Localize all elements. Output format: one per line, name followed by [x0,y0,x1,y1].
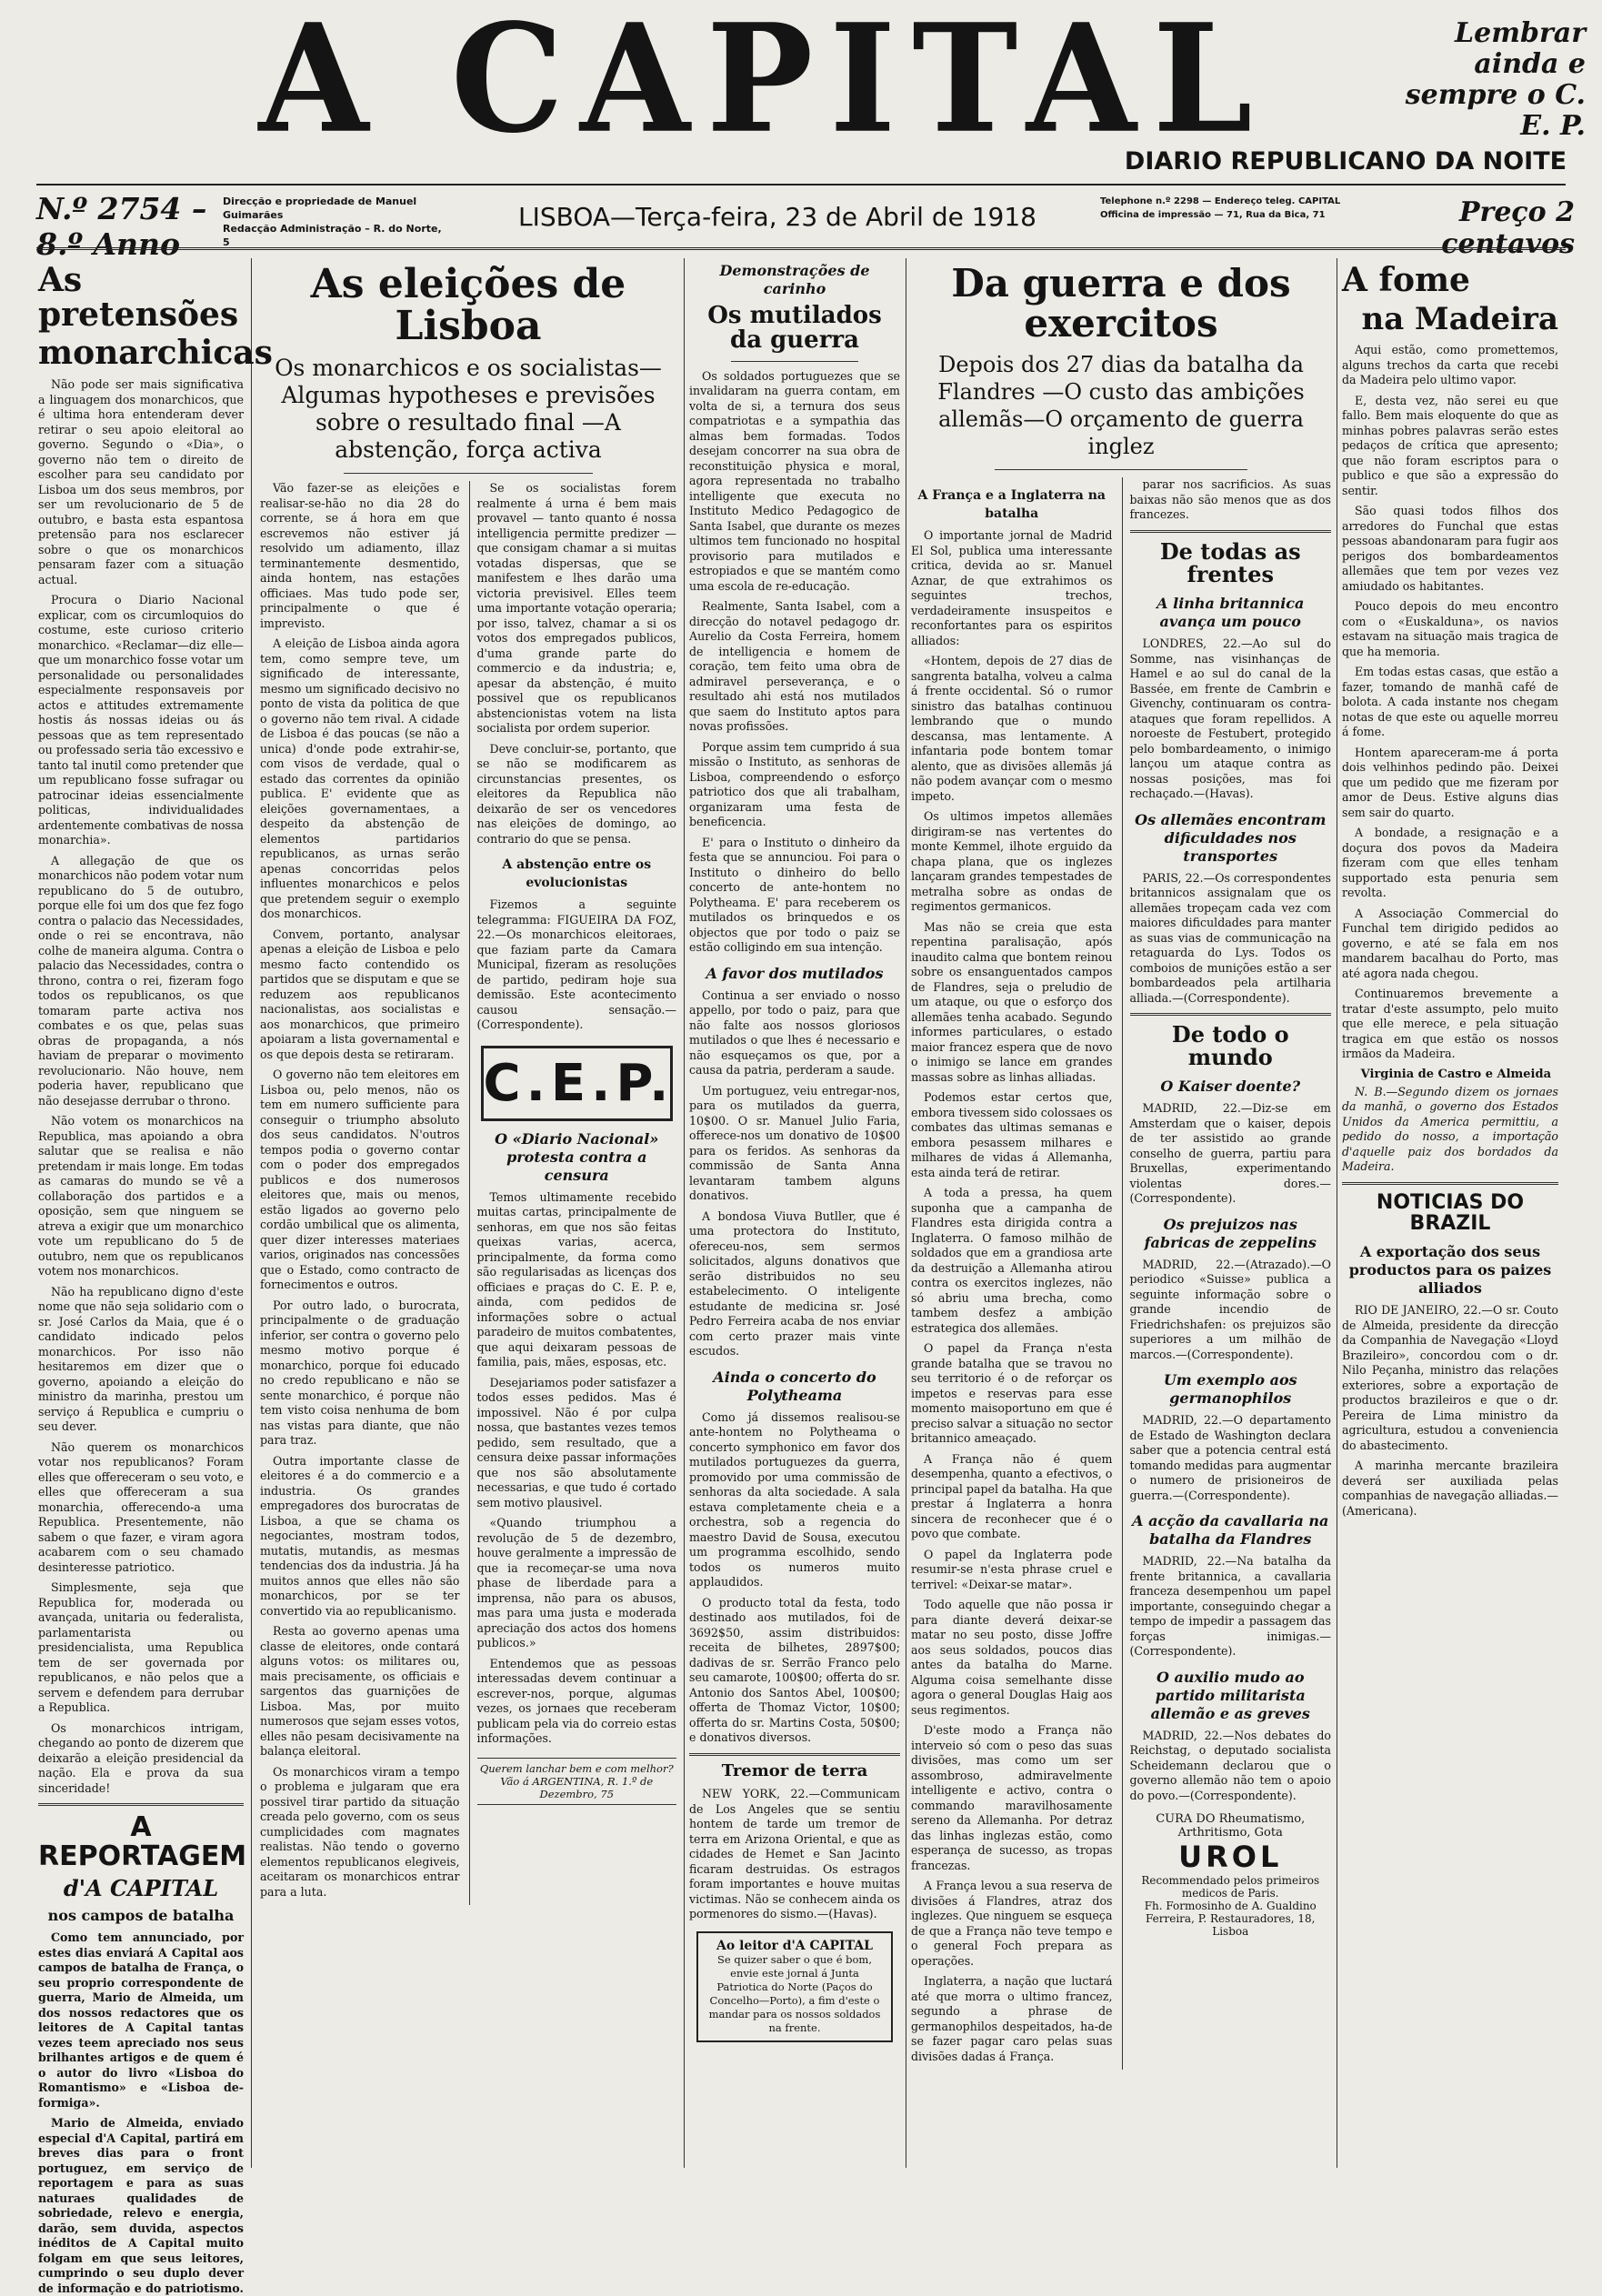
paragraph: MADRID, 22.—Diz-se em Amsterdam que o kaiser, depois de ter assistido ao grande conselho de guerra, partiu para Bruxellas, experimentando violentas dores.—(Correspondente). [1129,1101,1331,1206]
article-title: Os mutilados da guerra [707,302,882,355]
paragraph: Inglaterra, a nação que luctará até que morra o ultimo francez, segundo a phrase de germanophilos despeitados, ha-de se fazer pagar caro pelas suas divisões dadas á França. [911,1974,1113,2063]
direction-line: Direcção e propriedade de Manuel Guimarães [223,196,417,221]
paragraph: Realmente, Santa Isabel, com a direcção do notavel pedagogo dr. Aurelio da Costa Ferreira, homem de intelligencia e homem de coração, tem feito uma obra de admiravel perseverança, e o resultado ahi está nos mutilados que saem do Instituto aptos para novas profissões. [689,599,900,734]
leitor-notice [696,1931,893,2042]
paragraph: O importante jornal de Madrid El Sol, publica uma interessante critica, devida ao sr. Manuel Aznar, de que extrahimos os seguintes trechos, verdadeiramente insuspeitos e reconfortantes para os espiritos alliados: [911,528,1113,647]
paragraph: MADRID, 22.—O departamento de Estado de Washington declara saber que a potencia central está tomando medidas para augmentar o numero de prisioneiros de guerra.—(Correspondente). [1129,1413,1331,1502]
section-rule [1342,1182,1558,1185]
paragraph: Um portuguez, veiu entregar-nos, para os mutilados da guerra, 10$00. O sr. Manuel Julio Faria, offerece-nos um donativo de 10$00 para os feridos. As senhoras da commissão de Santa Anna levantaram tambem alguns donativos. [689,1083,900,1203]
printing-office-line: Officina de impressão — 71, Rua da Bica, 71 [1100,210,1326,220]
section-rule [689,1753,900,1756]
paragraph: PARIS, 22.—Os correspondentes britannicos assignalam que os allemães tropeçam cada vez com maiores dificuldades para manter as suas vias de communicação na retaguarda do Lys. Todos os comboios de munições estão a ser bombardeados pela artilharia alliada.—(Correspondente). [1129,870,1331,1005]
paragraph: Os soldados portuguezes que se invalidaram na guerra contam, em volta de si, a ternura dos seus compatriotas e a sympathia das almas bem formadas. Todos desejam concorrer na sua obra de reconstituição physica e moral, agora representada no trabalho intelligente que executa no Instituto Medico Pedagogico de Santa Isabel, que durante os mezes ultimos tem funcionado no hospital provisorio para mutilados e estropiados e que se mantém como uma escola de re-educação. [689,368,900,593]
article-title-cont: monarchicas [38,333,273,372]
paragraph: O papel da França n'esta grande batalha que se travou no seu territorio é o de reforçar os impetos e reservas para esse momento maisoportuno em que é preciso salvar a situação no sector britannico ameaçado. [911,1341,1113,1446]
paragraph: NEW YORK, 22.—Communicam de Los Angeles que se sentiu hontem de tarde um tremor de terra em Arizona Oriental, e que as cidades de Hemet e San Jacinto ficaram destruidas. Os estragos foram importantes e houve muitas victimas. Não se conhecem ainda os pormenores do sismo.—(Havas). [689,1787,900,1921]
section-heading: A acção da cavallaria na batalha da Flandres [1132,1512,1329,1549]
paragraph: Se os socialistas forem realmente á urna é bem mais provavel — tanto quanto é nossa intelligencia permitte predizer — que consigam chamar a si muitas votadas dispersas, que se manifestem e lhes darão uma victoria previsivel. Elles teem uma importante votação operaria; por isso, talvez, chamar a si os votos dos empregados publicos, d'uma grande parte do commercio e da industria; e, apesar da abstenção, é muito possivel que os republicanos abstencionistas votem na lista socialista por ordem superior. [476,481,676,736]
advert-brand: UROL [1178,1840,1283,1875]
paragraph: N. B.—Segundo dizem os jornaes da manhã, o governo dos Estados Unidos da America permittiu, a pedido do nosso, a importação d'aquelle paiz dos bordados da Madeira. [1342,1084,1558,1174]
column-guerra [911,258,1331,2173]
section-heading: Ainda o concerto do Polytheama [713,1368,876,1404]
section-heading: O Kaiser doente? [1160,1078,1301,1096]
paragraph: Entendemos que as pessoas interessadas devem continuar a escrever-nos, porque, algumas vezes, os jornaes que receberam publicam pela via do correio estas informações. [476,1656,676,1746]
paragraph: A bondosa Viuva Butller, que é uma protectora do Instituto, ofereceu-nos, sem sermos solicitados, alguns donativos que serão distribuidos no seu estabelecimento. O inteligente estudante de medicina sr. José Pedro Ferreira acaba de nos enviar com certo prazer mais vinte escudos. [689,1208,900,1359]
telephone-line: Telephone n.º 2298 — Endereço teleg. CAPITAL [1100,196,1341,206]
paragraph: Vão fazer-se as eleições e realisar-se-hão no dia 28 do corrente, se á hora em que escrevemos não estiver já resolvido um adiamento, illaz terminantemente desmentido, ainda hontem, nas estações officiaes. Mas tudo pode ser, principalmente o que é imprevisto. [260,481,460,630]
paragraph: «Hontem, depois de 27 dias de sangrenta batalha, volveu a calma á frente occidental. Só o rumor sinistro das batalhas continuou lembrando que o mundo descansa, mas lentamente. A infantaria pode bontem tomar alento, que as divisões allemãs já não podem avançar com o mesmo impeto. [911,654,1113,803]
advert-line: Recommendado pelos primeiros medicos de Paris. [1141,1874,1320,1900]
author-signature: Virginia de Castro e Almeida [1360,1067,1551,1081]
paragraph: Em todas estas casas, que estão a fazer, tomando de manhã café de bolota. A cada instante nos chegam notas de que este ou aquelle morreu á fome. [1342,665,1558,739]
two-column-body [260,481,676,1905]
section-title: A REPORTAGEM [38,1811,247,1872]
paragraph: O governo não tem eleitores em Lisboa ou, pelo menos, não os tem em numero sufficiente para conseguir o triumpho absoluto dos seus candidatos. N'outros tempos podia o governo contar com o poder dos empregados publicos e dos numerosos eleitores que, mais ou menos, estão ligados ao governo pelo cordão umbilical que os alimenta, quer dizer interesses materiaes varios, originados nas concessões que o Estado, como contracto de fornecimentos e outros. [260,1068,460,1292]
column-madeira [1342,258,1558,2173]
section-heading: Tremor de terra [721,1760,868,1780]
paragraph: Por outro lado, o burocrata, principalmente o de graduação inferior, ser contra o governo pelo mesmo motivo porque é monarchico, porque foi educado no credo republicano e não se sente monarchico, é porque não tem visto coisa nenhuma de bom nas vistas para diante, que não para traz. [260,1298,460,1448]
paragraph: A eleição de Lisboa ainda agora tem, como sempre teve, um significado de interessante, mesmo um significado decisivo no ponto de vista da politica de que o governo não tem rival. A cidade de Lisboa é das poucas (se não a unica) d'onde pode extrahir-se, com visos de verdade, qual o estado das correntes da opinião publica. E' evidente que as eleições governamentaes, a despeito da abstenção de elementos partidarios republicanos, as urnas serão apenas concorridas pelos influentes monarchicos e pelos que pretendem seguir o exemplo dos monarchicos. [260,637,460,921]
section-subtitle: d'A CAPITAL [63,1875,219,1902]
paragraph: A allegação de que os monarchicos não podem votar num republicano do 5 de outubro, porque elle foi um dos que fez fogo contra o palacio das Necessidades, onde o rei se encontrava, não colhe de maneira alguma. Contra o palacio das Necessidades, contra o throno, contra o rei, fizeram fogo todos os republicanos, os que tomaram parte activa nos combates e os que, pelas suas obras de propaganda, a nós haviam de preparar o movimento revolucionario. Não houve, nem poderia haver, republicano que não desejasse derrubar o throno. [38,853,244,1108]
cep-banner: C.E.P. [481,1046,674,1121]
section-subtitle: A exportação dos seus productos para os paizes alliados [1348,1243,1552,1298]
section-heading: O auxilio mudo ao partido militarista allemão e as greves [1150,1668,1310,1722]
paragraph: D'este modo a França não interveio só com o peso das suas divisões, mas como um ser assombroso, admiravelmente intelligente e activo, contra o commando maravilhosamente sereno da Allemanha. Por detraz das linhas inglezas estão, como esperança de sucesso, as tropas francezas. [911,1723,1113,1872]
paragraph: Todo aquelle que não possa ir para diante deverá deixar-se matar no seu posto, disse Joffre aos seus soldados, poucos dias antes da batalha do Marne. Alguma coisa semelhante disse agora o general Douglas Haig aos seus regimentos. [911,1598,1113,1717]
paragraph: Não votem os monarchicos na Republica, mas apoiando a obra salutar que se realisa e não pretendam ir mais longe. Em todas as camaras do mundo se vê a collaboração dos partidos e a oposição, sem que ninguem se atreva a exigir que um monarchico vote um republicano do 5 de outubro, nem que os republicanos votem nos monarchicos. [38,1114,244,1278]
paragraph: Convem, portanto, analysar apenas a eleição de Lisboa e pelo mesmo facto contendido os partidos que se disputam e que se reduzem aos republicanos nacionalistas, aos socialistas e aos monarchicos, que primeiro apoiaram a lista governamental e os que depois desta se retiraram. [260,927,460,1061]
paragraph: São quasi todos filhos dos arredores do Funchal que estas pessoas abandonaram para fugir aos perigos dos bombardeamentos allemães que tem por vezes vez amiudado os habitantes. [1342,504,1558,593]
column-eleicoes [260,258,676,2173]
argentina-advert: Querem lanchar bem e com melhor? Vão á ARGENTINA, R. 1.º de Dezembro, 75 [477,1758,677,1805]
contact-info [1100,195,1427,222]
column-monarchicas [38,258,273,2295]
section-heading: Os prejuizos nas fabricas de zeppelins [1144,1215,1317,1251]
paragraph: E' para o Instituto o dinheiro da festa que se annunciou. Foi para o Instituto o dinheiro do bello concerto de ante-hontem no Polytheama. E' para receberem os mutilados os brinquedos e os objectos que por todo o paiz se estão colligindo em sua intenção. [689,835,900,955]
newspaper-title: A CAPITAL [258,0,1269,166]
paragraph: Aqui estão, como promettemos, alguns trechos da carta que recebi da Madeira pelo ultimo vapor. [1342,343,1558,387]
paragraph: Podemos estar certos que, embora tivessem sido colossaes os combates das ultimas semanas e embora pesassem milhares e milhares de vidas á Allemanha, esta ainda terá de retirar. [911,1090,1113,1179]
paragraph: Resta ao governo apenas uma classe de eleitores, onde contará alguns votos: os militares ou, mais precisamente, os officiais e sargentos das guarnições de Lisboa. Mas, por muito numerosos que sejam esses votos, elles não pesam decisivamente na balança eleitoral. [260,1624,460,1759]
masthead [0,0,1602,273]
paragraph: Pouco depois do meu encontro com o «Euskalduna», os navios estavam na situação mais tragica de que ha memoria. [1342,599,1558,658]
paragraph: A França não é quem desempenha, quanto a efectivos, o principal papel da batalha. Ha que prestar á Inglaterra a honra sincera de reconhecer que é o povo que combate. [911,1451,1113,1541]
paragraph: Outra importante classe de eleitores é a do commercio e a industria. Os grandes empregadores dos burocratas de Lisboa, a que se chama os negociantes, mostram todos, mutatis, mutandis, as mesmas tendencias dos da industria. Já ha muitos annos que elles não são monarchicos, por se ter convertido via ao republicanismo. [260,1453,460,1618]
notice-title: Ao leitor d'A CAPITAL [716,1938,873,1953]
section-title: De todas as frentes [1159,537,1301,587]
issue-date: LISBOA—Terça-feira, 23 de Abril de 1918 [518,202,1036,232]
section-heading: A abstenção entre os evolucionistas [502,857,652,891]
paragraph: Não pode ser mais significativa a linguagem dos monarchicos, que é ultima hora entenderam dever retirar o seu apoio eleitoral ao governo. Segundo o «Dia», o governo não tem o direito de escolher para seu candidato por Lisboa um dos seus membros, por ser um revolucionario de 5 de outubro, e basta esta espantosa pretensão para nos esclarecer sobre o que os monarchicos pensaram fazer com a situação actual. [38,377,244,587]
paragraph: O papel da Inglaterra pode resumir-se n'esta phrase cruel e terrivel: «Deixar-se matar». [911,1547,1113,1591]
section-heading: Os allemães encontram dificuldades nos transportes [1135,810,1327,865]
paragraph: RIO DE JANEIRO, 22.—O sr. Couto de Almeida, presidente da direcção da Companhia de Navegação «Lloyd Brazileiro», concordou com o dr. Nilo Peçanha, ministro das relações exteriores, sobre a exportação de productos brazileiros e que o dr. Pereira de Lima ministro da agricultura, estudou a conveniencia do abastecimento. [1342,1303,1558,1452]
masthead-rule-top [36,184,1566,185]
paragraph: Desejariamos poder satisfazer a todos esses pedidos. Mas é impossivel. Não é por culpa nossa, que bastantes vezes temos pedido, sem resultado, que a censura deixe passar informações que nos são absolutamente necessarias, e que tudo é cortado sem motivo plausivel. [476,1375,676,1509]
paragraph: Os monarchicos intrigam, chegando ao ponto de dizerem que deixarão a eleição presidencial da nação. Ela e prova da sua sinceridade! [38,1720,244,1795]
article-subtitle: Depois dos 27 dias da batalha da Flandres —O custo das ambições allemãs—O orçamento de guerra inglez [937,352,1305,460]
paragraph: Mas não se creia que esta repentina paralisação, após inaudito calma que bontem reinou sobre os ensanguentados campos de Flandres, seja o preludio de um ataque, ou que o esforço dos allemães tenha acabado. Segundo informes particulares, o estado maior francez espera que de novo o inimigo se lance em grandes massas sobre as linhas alliadas. [911,919,1113,1084]
body-left [911,477,1113,2070]
paragraph: «Quando triumphou a revolução de 5 de dezembro, houve geralmente a impressão de que ia recomeçar-se uma nova phase de liberdade para a imprensa, não para os abusos, mas para uma justa e moderada apreciação dos actos dos homens publicos.» [476,1516,676,1650]
paragraph: Continua a ser enviado o nosso appello, por todo o paiz, para que não falte aos nossos gloriosos mutilados o que lhes é necessario e não esqueçamos os que, por a causa da patria, perderam a saude. [689,988,900,1078]
paragraph: Hontem apareceram-me á porta dois velhinhos pedindo pão. Deixei que um pedido que me fizeram por amor de Deus. Estive alguns dias sem sair do quarto. [1342,745,1558,819]
masthead-rule-bottom [36,247,1566,253]
urol-advert [1130,1812,1332,1938]
section-title: NOTICIAS DO BRAZIL [1376,1190,1525,1236]
paragraph: A Associação Commercial do Funchal tem dirigido pedidos ao governo, e até se fala em nos mandarem bacalhau do Porto, mas até agora nada chegou. [1342,906,1558,980]
divider [731,361,857,362]
paragraph: Mario de Almeida, enviado especial d'A Capital, partirá em breves dias para o front portuguez, em serviço de reportagem e para as suas naturaes qualidades de sobriedade, relevo e energia, darão, sem duvida, aspectos inéditos de A Capital muito folgam em que seus leitores, cumprindo o seu duplo dever de informação e do patriotismo. [38,2116,244,2295]
divider [995,469,1247,470]
paragraph: E, desta vez, não serei eu que fallo. Bem mais eloquente do que as minhas pobres palavras serão estes pedaços de crítica que apresento; que não foram escriptos para o publico e que são a expressão do sentir. [1342,393,1558,497]
article-title: As eleições de Lisboa [310,261,626,350]
paragraph: MADRID, 22.—(Atrazado).—O periodico «Suisse» publica a seguinte informação sobre o grande incendio de Friedrichshafen: os prejuizos são superiores a um milhão de marcos.—(Correspondente). [1129,1257,1331,1361]
column-divider [684,258,685,2168]
paragraph: Continuaremos brevemente a tratar d'este assumpto, pelo muito que elle merece, e pela situação tragica em que estão os nossos irmãos da Madeira. [1342,987,1558,1061]
section-heading: A França e a Inglaterra na batalha [917,488,1106,522]
paragraph: A toda a pressa, ha quem suponha que a campanha de Flandres esta dirigida contra a Inglaterra. O famoso milhão de soldados que em a grandiosa arte da destruição a Allemanha atirou contra os exercitos inglezes, não só abriu uma brecha, como tambem desfez a ambição estrategica dos allemães. [911,1186,1113,1335]
article-subtitle: Os monarchicos e os socialistas—Algumas hypotheses e previsões sobre o resultado final —A abstenção, força activa [275,355,662,464]
column-mutilados [689,258,900,2173]
newspaper-subtitle: DIARIO REPUBLICANO DA NOITE [1124,147,1567,175]
paragraph: Não querem os monarchicos votar nos republicanos? Foram elles que offereceram o seu voto, e elles que offereceram a sua monarchia, offerecendo-a uma Republica. Presentemente, não sabem o que fazer, e viram agora acabarem com o seu chamado desinteresse patriotico. [38,1439,244,1574]
motto: Lembrar ainda e sempre o C. E. P. [1405,17,1586,142]
article-title: A fome [1342,261,1470,299]
notice-text: Se quizer saber o que é bom, envie este jornal á Junta Patriotica do Norte (Paços do Concelho—Porto), a fim d'este o mandar para os nossos soldados na frente. [708,1952,881,2034]
editorial-info [223,195,450,249]
paragraph: MADRID, 22.—Nos debates do Reichstag, o deputado socialista Scheidemann declarou que o governo allemão não tem o apoio do povo.—(Correspondente). [1129,1728,1331,1802]
paragraph: Porque assim tem cumprido á sua missão o Instituto, as senhoras de Lisboa, compreendendo o esforço patriotico dos que ali trabalham, organizaram uma festa de beneficencia. [689,739,900,829]
article-title: As pretensões [38,261,239,334]
section-subtitle: nos campos de batalha [47,1907,235,1925]
redaction-line: Redacção Administração – R. do Norte, 5 [223,223,442,248]
body-left [260,481,460,1905]
column-divider [251,258,252,2168]
section-heading: A favor dos mutilados [706,964,884,982]
paragraph: O producto total da festa, todo destinado aos mutilados, foi de 3692$50, assim distribuidos: receita de bilhetes, 2897$00; dadivas de sr. Serrão Franco pelo seu camarote, 100$00; offerta do sr. Antonio dos Santos Abel, 100$00; offerta de Thomaz Victor, 10$00; offerta do sr. Martins Costa, 50$00; e donativos diversos. [689,1595,900,1745]
article-title-cont: na Madeira [1361,300,1558,337]
article-kicker: Demonstrações de carinho [719,262,870,297]
issue-number: N.º 2754 – 8.º Anno [36,191,207,262]
section-rule [1130,530,1332,533]
paragraph: Os ultimos impetos allemães dirigiram-se nas vertentes do monte Kemmel, ilhote erguido da chapa plana, que os inglezes lançaram grandes tempestades de metralha sobre as ondas de regimentos germanicos. [911,809,1113,914]
paragraph: Fizemos a seguinte telegramma: FIGUEIRA DA FOZ, 22.—Os monarchicos eleitoraes, que faziam parte da Camara Municipal, fizeram as resoluções de partido, pediram hoje sua demissão. Este acontecimento causou sensação.—(Correspondente). [476,897,676,1032]
section-title: De todo o mundo [1171,1021,1289,1071]
paragraph: Temos ultimamente recebido muitas cartas, principalmente de senhoras, em que nos são feitas queixas varias, acerca, principalmente, da forma como são regularisadas as licenças dos officiaes e praças do C. E. P. e, ainda, com pedidos de informações sobre o actual paradeiro de muitos combatentes, que aqui deixaram pessoas de familia, pais, mães, esposas, etc. [476,1189,676,1369]
paragraph: A França levou a sua reserva de divisões á Flandres, atraz dos inglezes. Que ninguem se esqueça de que a França não teve tempo e o general Foch prepara as operações. [911,1879,1113,1968]
advert-line: Fh. Formosinho de A. Gualdino Ferreira, P. Restauradores, 18, Lisboa [1144,1900,1317,1939]
body-right [469,481,677,1905]
paragraph: Como já dissemos realisou-se ante-hontem no Polytheama o concerto symphonico em favor dos mutilados portuguezes da guerra, promovido por uma commissão de senhoras da alta sociedade. A sala estava completamente cheia e a orchestra, sob a regencia do maestro David de Sousa, executou um programma escolhido, sendo todos os numeros muito applaudidos. [689,1409,900,1589]
paragraph: Como tem annunciado, por estes dias enviará A Capital aos campos de batalha de França, o seu proprio correspondente de guerra, Mario de Almeida, um dos nossos redactores que os leitores de A Capital tantas vezes teem apreciado nos seus brilhantes artigos e de quem é o autor do livro «Lisboa do Romantismo» e «Lisboa de-formiga». [38,1930,244,2110]
advert-line: CURA DO Rheumatismo, Arthritismo, Gota [1156,1812,1306,1840]
section-heading: O «Diario Nacional» protesta contra a censura [495,1129,659,1184]
paragraph: MADRID, 22.—Na batalha da frente britannica, a cavallaria franceza desempenhou um papel importante, conseguindo chegar a tempo de impedir a passagem das forças inimigas.—(Correspondente). [1129,1554,1331,1659]
body-right [1122,477,1332,2070]
paragraph: A marinha mercante brazileira deverá ser auxiliada pelas companhias de navegação alliadas.—(Americana). [1342,1459,1558,1518]
section-heading: Um exemplo aos germanophilos [1163,1371,1297,1408]
two-column-body [911,477,1331,2070]
section-rule [1130,1013,1332,1016]
paragraph: LONDRES, 22.—Ao sul do Somme, nas visinhanças de Hamel e ao sul do canal de la Bassée, em frente de Cambrin e Givenchy, continuaram os contra-ataques que foram repellidos. A noroeste de Festubert, protegido pelo bombardeamento, o inimigo lançou um ataque contra as nossas posições, mas foi rechaçado.—(Havas). [1129,637,1331,801]
paragraph: A bondade, a resignação e a doçura dos povos da Madeira fizeram com que elles tenham supportado esta penuria sem revolta. [1342,826,1558,900]
section-heading: A linha britannica avança um pouco [1156,595,1305,631]
divider [344,473,594,474]
paragraph: Procura o Diario Nacional explicar, com os circumloquios do costume, este curioso criterio monarchico. «Reclamar—diz elle—que um monarchico fosse votar um personalidade ou personalidades especialmente responsaveis por actos e attitudes extremamente hostis ás nossas ideias ou ás pessoas que as tem representado ou professado seria tão excessivo e tanto tal inutil como pretender que um republicano fosse sufragar ou patrocinar ideias essencialmente politicas, individualidades ardentemente combativas de nossa monarchia». [38,593,244,847]
paragraph: Deve concluir-se, portanto, que se não se modificarem as circunstancias presentes, os eleitores da Republica não deixarão de ser os vencedores nas eleições de domingo, ao contrario do que se pensa. [476,741,676,846]
paragraph: Os monarchicos viram a tempo o problema e julgaram que era possivel tirar partido da situação creada pelo governo, com os seus cumplicidades com magnates realistas. Não tendo o governo elementos republicanos elegiveis, aceitaram os monarchicos entrar para a luta. [260,1764,460,1899]
article-title: Da guerra e dos exercitos [951,261,1291,346]
section-rule [38,1803,244,1806]
price: Preço 2 centavos [1441,196,1575,260]
paragraph: Não ha republicano digno d'este nome que não seja solidario com o sr. José Carlos da Maia, que é o candidato indicado pelos monarchicos. Por isso não hesitaremos em dizer que o governo, apoiando a eleição do ministro da marinha, prestou um serviço á Republica e cumpriu o seu dever. [38,1284,244,1434]
paragraph: parar nos sacrificios. As suas baixas não são menos que as dos francezes. [1129,477,1331,522]
paragraph: Simplesmente, seja que Republica for, moderada ou avançada, unitaria ou federalista, parlamentarista ou presidencialista, uma Republica tem de ser governada por republicanos, e não pelos que a servem e defendem para derrubar a Republica. [38,1580,244,1715]
